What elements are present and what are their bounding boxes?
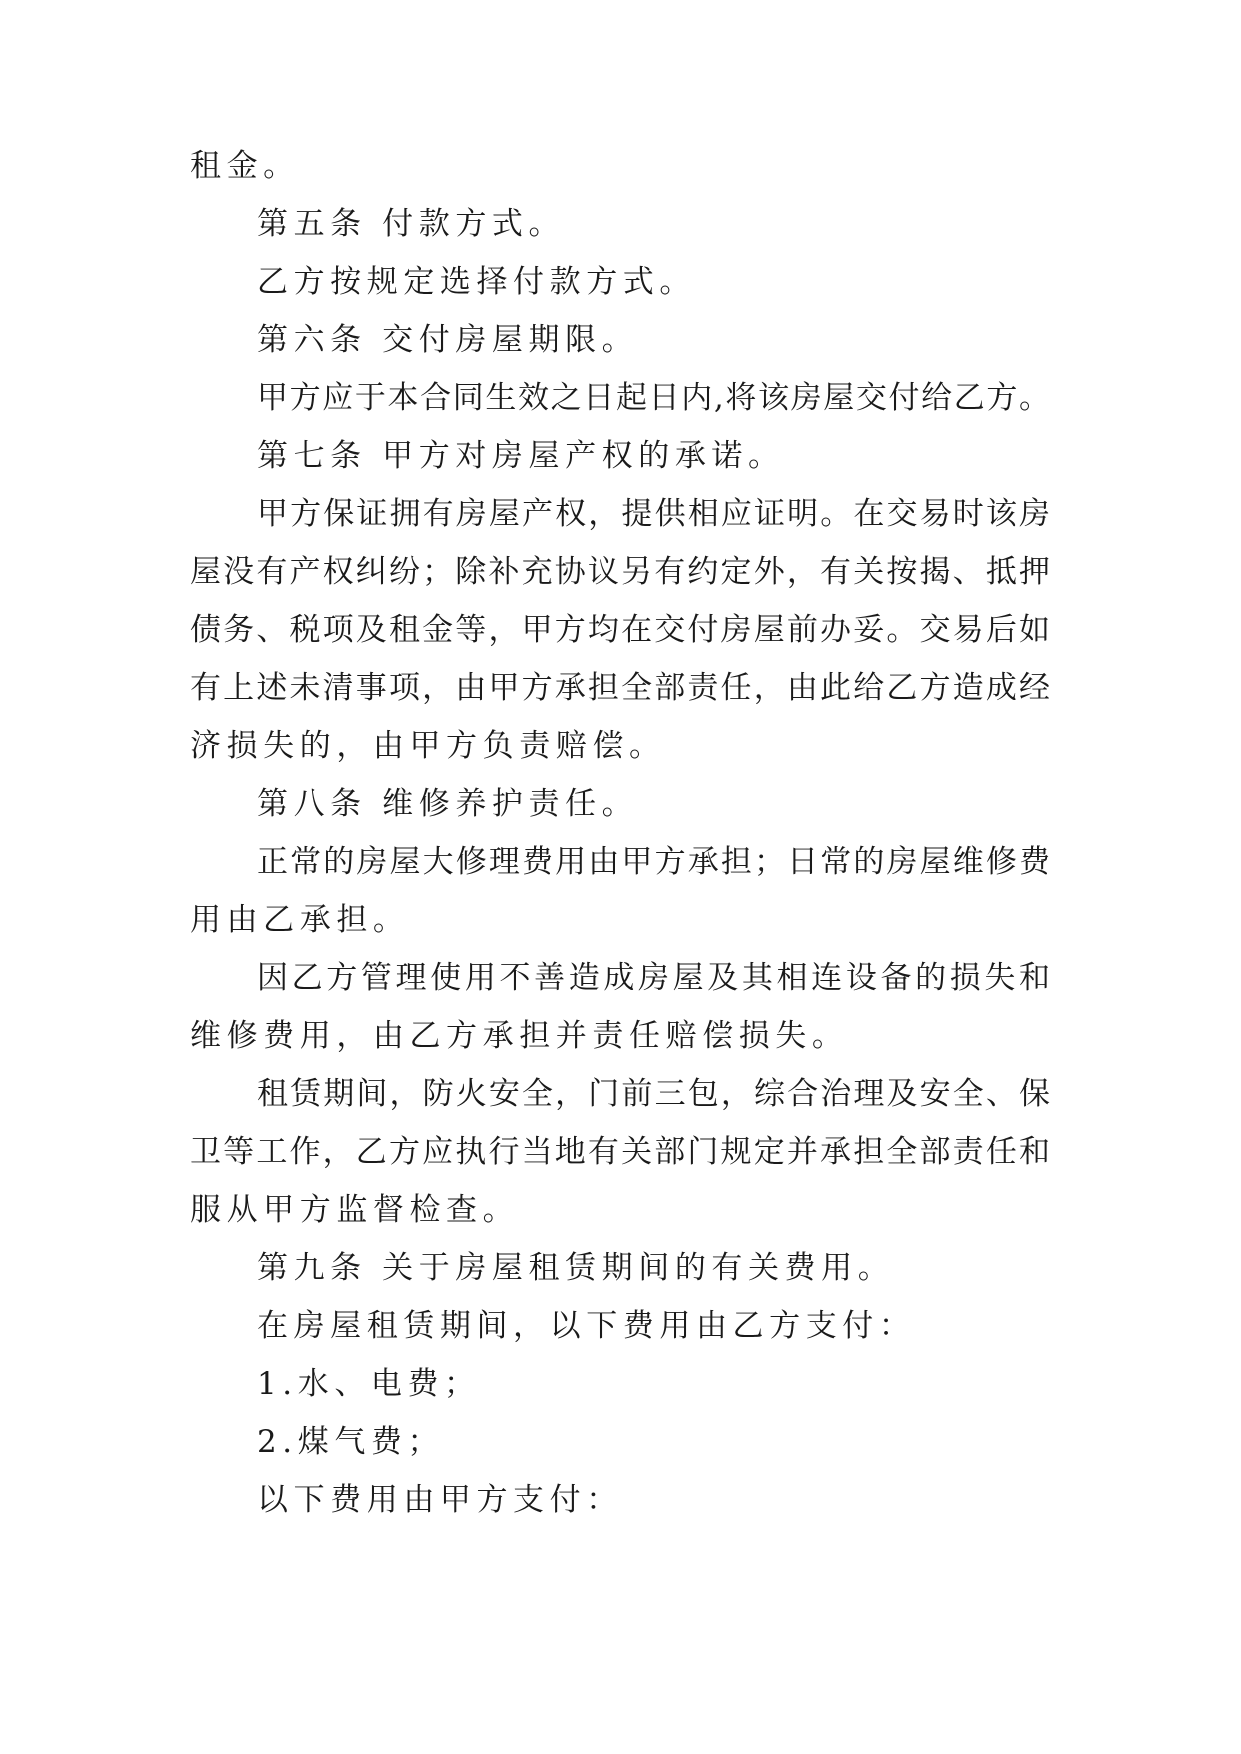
clause-heading: 第八条 维修养护责任。 (257, 786, 639, 822)
text-line: 服从甲方监督检查。 (190, 1192, 520, 1228)
text-line: 因乙方管理使用不善造成房屋及其相连设备的损失和 (257, 960, 1050, 996)
text-line: 正常的房屋大修理费用由甲方承担；日常的房屋维修费 (257, 844, 1050, 880)
text-line: 租金。 (190, 148, 300, 184)
text-line: 用由乙承担。 (190, 902, 410, 938)
text-line: 甲方保证拥有房屋产权，提供相应证明。在交易时该房 (257, 496, 1050, 532)
text-line: 济损失的，由甲方负责赔偿。 (190, 728, 666, 764)
clause-heading: 第六条 交付房屋期限。 (257, 322, 639, 358)
clause-heading: 第九条 关于房屋租赁期间的有关费用。 (257, 1250, 895, 1286)
text-line: 债务、税项及租金等，甲方均在交付房屋前办妥。交易后如 (190, 612, 1050, 648)
text-line: 甲方应于本合同生效之日起日内,将该房屋交付给乙方。 (257, 380, 1050, 416)
clause-heading: 第五条 付款方式。 (257, 206, 566, 242)
clause-heading: 第七条 甲方对房屋产权的承诺。 (257, 438, 785, 474)
text-line: 在房屋租赁期间，以下费用由乙方支付： (257, 1308, 916, 1344)
list-item: 2.煤气费； (257, 1424, 445, 1460)
text-line: 租赁期间，防火安全，门前三包，综合治理及安全、保 (257, 1076, 1050, 1112)
text-line: 有上述未清事项，由甲方承担全部责任，由此给乙方造成经 (190, 670, 1050, 706)
text-line: 维修费用，由乙方承担并责任赔偿损失。 (190, 1018, 849, 1054)
text-line: 乙方按规定选择付款方式。 (257, 264, 696, 300)
text-line: 卫等工作，乙方应执行当地有关部门规定并承担全部责任和 (190, 1134, 1050, 1170)
list-item: 1.水、电费； (257, 1366, 481, 1402)
text-line: 屋没有产权纠纷；除补充协议另有约定外，有关按揭、抵押 (190, 554, 1050, 590)
text-line: 以下费用由甲方支付： (257, 1482, 623, 1518)
